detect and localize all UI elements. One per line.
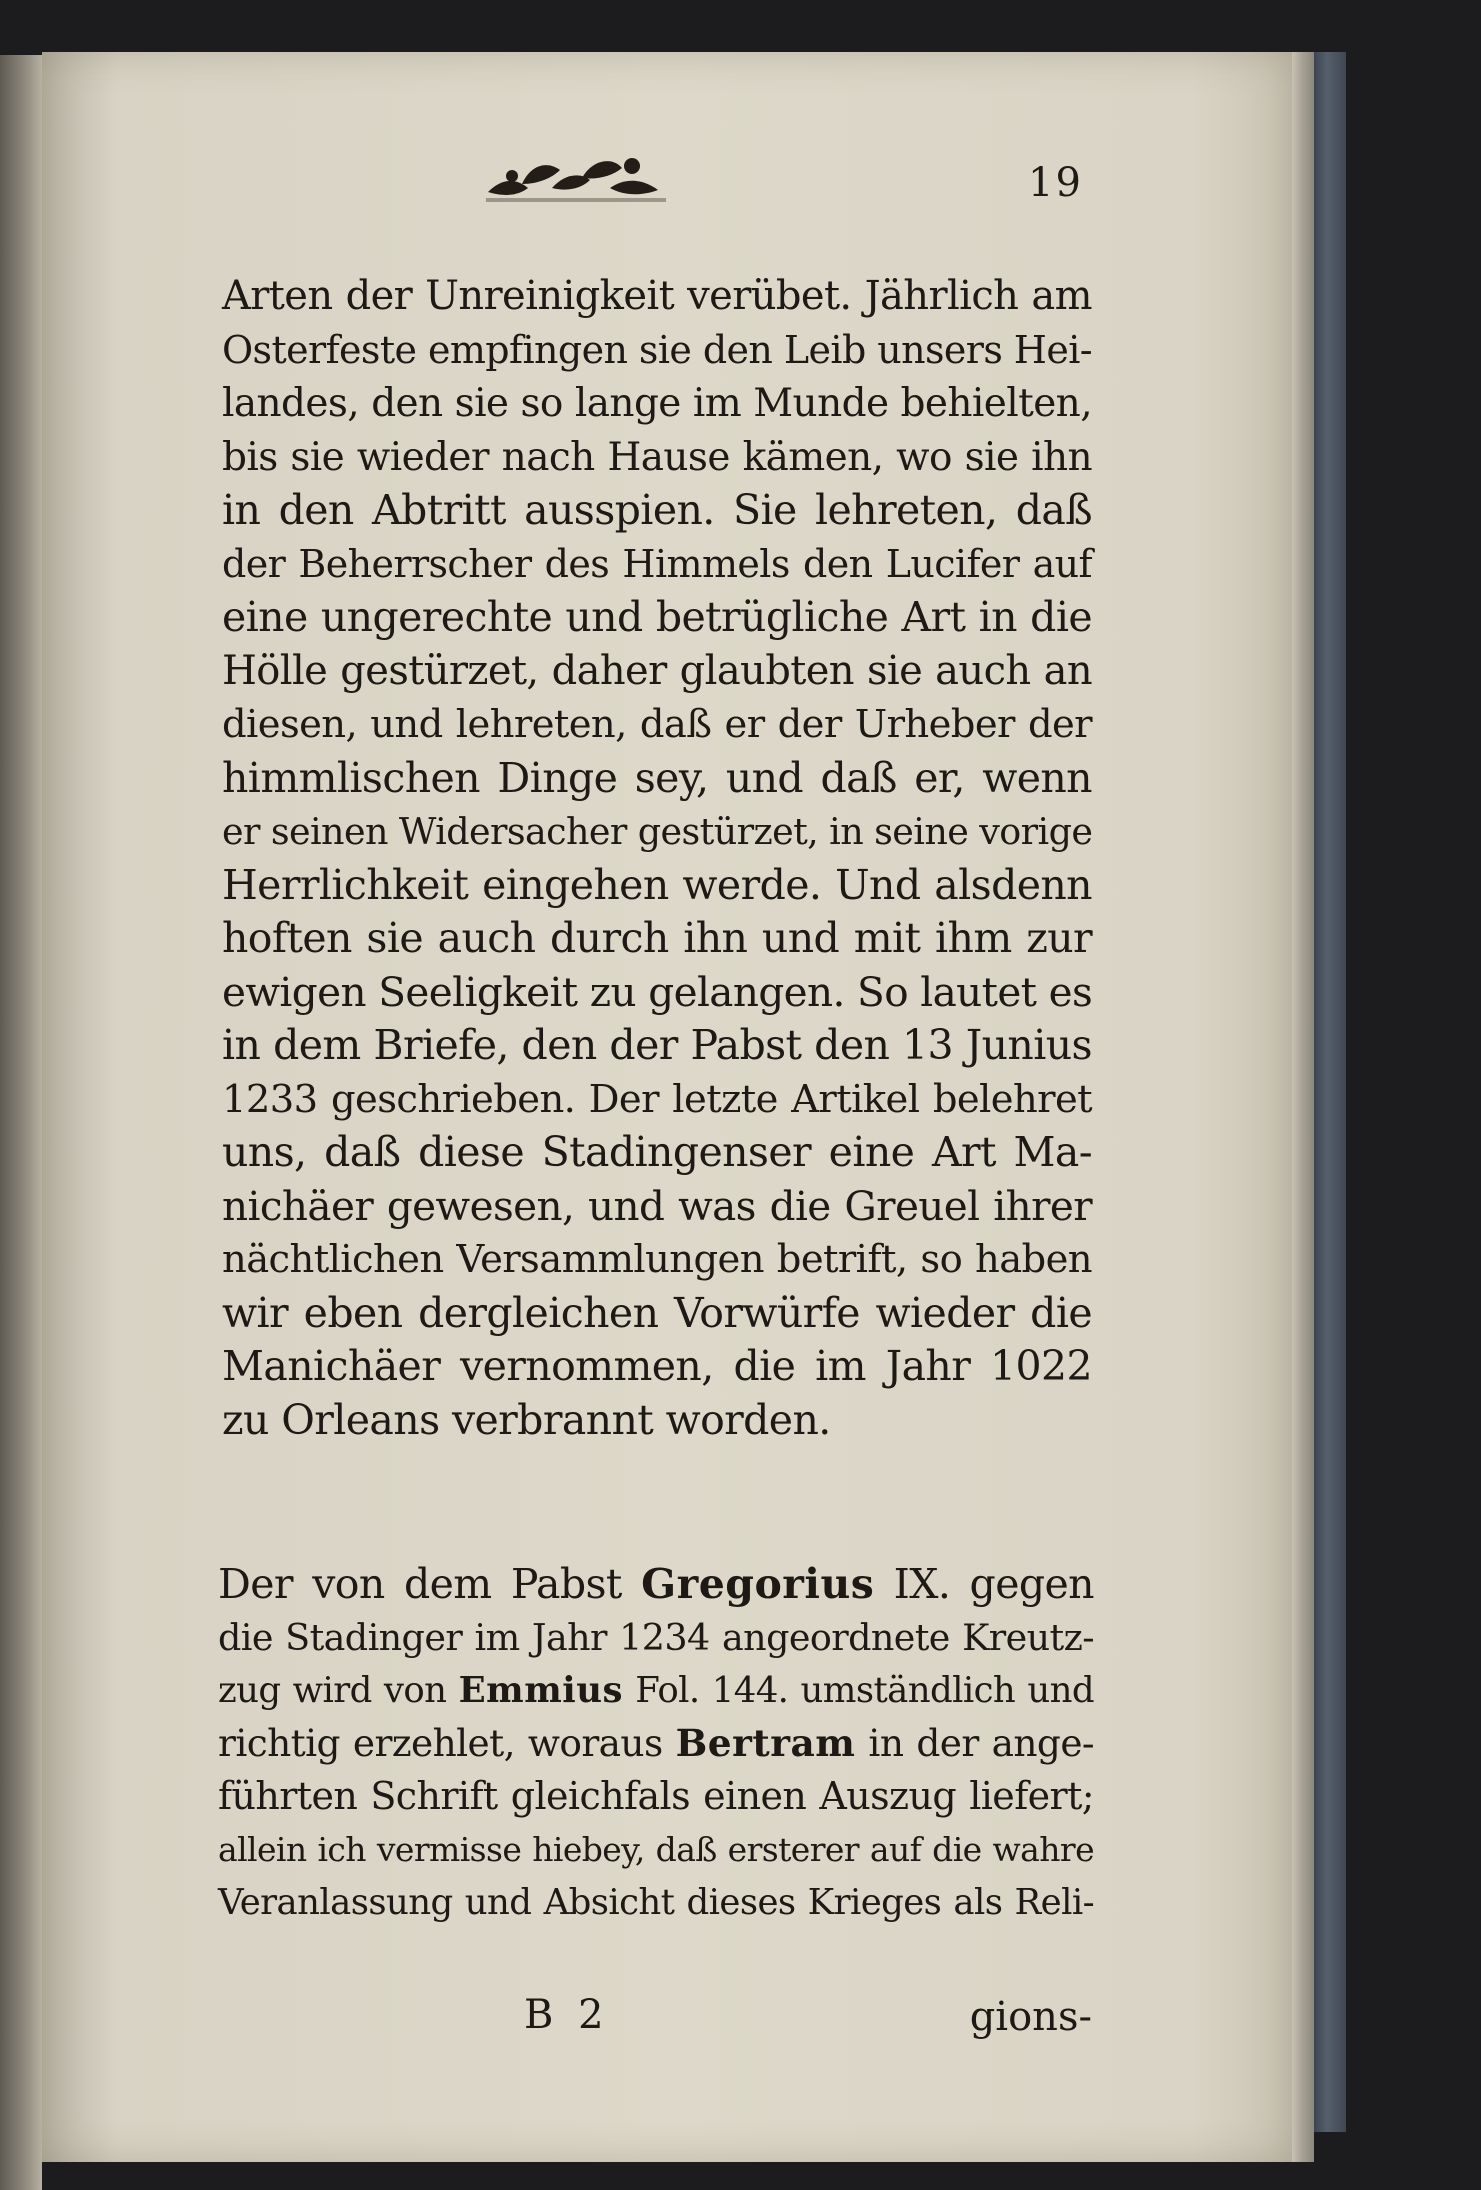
text-line: in dem Briefe, den der Pabst den 13 Junius (222, 1021, 1092, 1069)
signature-mark: B 2 (524, 1992, 610, 2038)
text-line: Veranlassung und Absicht dieses Krieges als Reli- (218, 1882, 1094, 1923)
paragraph-1 (222, 270, 1092, 1447)
page-number: 19 (1028, 160, 1083, 206)
name-bertram: Bertram (675, 1721, 856, 1765)
text-line: landes, den sie so lange im Munde behielten, (222, 381, 1092, 426)
text-fragment: richtig erzehlet, woraus (218, 1721, 676, 1765)
text-line: die Stadinger im Jahr 1234 angeordnete Kreutz- (218, 1616, 1094, 1659)
floral-ornament-icon (482, 148, 672, 210)
text-line (218, 1664, 1094, 1717)
text-line: allein ich vermisse hiebey, daß ersterer auf die wahre (218, 1830, 1094, 1869)
text-line: eine ungerechte und betrügliche Art in die (222, 593, 1092, 641)
text-line: Herrlichkeit eingehen werde. Und alsdenn (222, 860, 1092, 909)
text-fragment: zug wird von (218, 1670, 459, 1711)
text-fragment: in der ange- (855, 1721, 1095, 1765)
page-gutter (1292, 52, 1314, 2162)
text-line: zu Orleans verbrannt worden. (222, 1395, 831, 1444)
text-line: 1233 geschrieben. Der letzte Artikel belehret (222, 1076, 1092, 1122)
text-line: Arten der Unreinigkeit verübet. Jährlich am (222, 273, 1092, 319)
text-line: der Beherrscher des Himmels den Lucifer auf (222, 541, 1092, 586)
text-line: führten Schrift gleichfals einen Auszug liefert; (218, 1774, 1094, 1818)
text-line: er seinen Widersacher gestürzet, in seine vorige (222, 810, 1093, 853)
previous-page-edge (0, 55, 42, 2190)
book-cover-edge (1314, 52, 1346, 2132)
text-line: wir eben dergleichen Vorwürfe wieder die (222, 1288, 1092, 1337)
text-line: diesen, und lehreten, daß er der Urheber der (222, 702, 1092, 747)
text-line: hoften sie auch durch ihn und mit ihm zur (222, 914, 1092, 962)
name-gregorius: Gregorius (641, 1560, 875, 1608)
text-line (218, 1717, 1094, 1770)
catchword: gions- (969, 1994, 1092, 2040)
text-line: bis sie wieder nach Hause kämen, wo sie ihn (222, 434, 1092, 480)
text-line: ewigen Seeligkeit zu gelangen. So lautet es (222, 967, 1093, 1016)
text-line: Osterfeste empfingen sie den Leib unsers Hei- (222, 327, 1092, 372)
text-line: in den Abtritt ausspien. Sie lehreten, daß (222, 486, 1092, 534)
text-line: nächtlichen Versammlungen betrift, so haben (222, 1237, 1092, 1282)
page-footer (524, 1992, 1092, 2042)
text-fragment: Der von dem Pabst (218, 1560, 642, 1608)
text-line: nichäer gewesen, und was die Greuel ihrer (222, 1181, 1092, 1230)
text-fragment: Fol. 144. umständlich und (623, 1670, 1094, 1711)
text-line: Hölle gestürzet, daher glaubten sie auch an (222, 647, 1092, 694)
text-fragment: IX. gegen (874, 1560, 1094, 1608)
paragraph-2 (218, 1558, 1094, 1929)
name-emmius: Emmius (458, 1670, 624, 1711)
text-line: himmlischen Dinge sey, und daß er, wenn (222, 753, 1092, 802)
text-line: uns, daß diese Stadingenser eine Art Ma- (222, 1128, 1092, 1176)
text-line (218, 1558, 1094, 1611)
text-line: Manichäer vernommen, die im Jahr 1022 (222, 1342, 1092, 1390)
